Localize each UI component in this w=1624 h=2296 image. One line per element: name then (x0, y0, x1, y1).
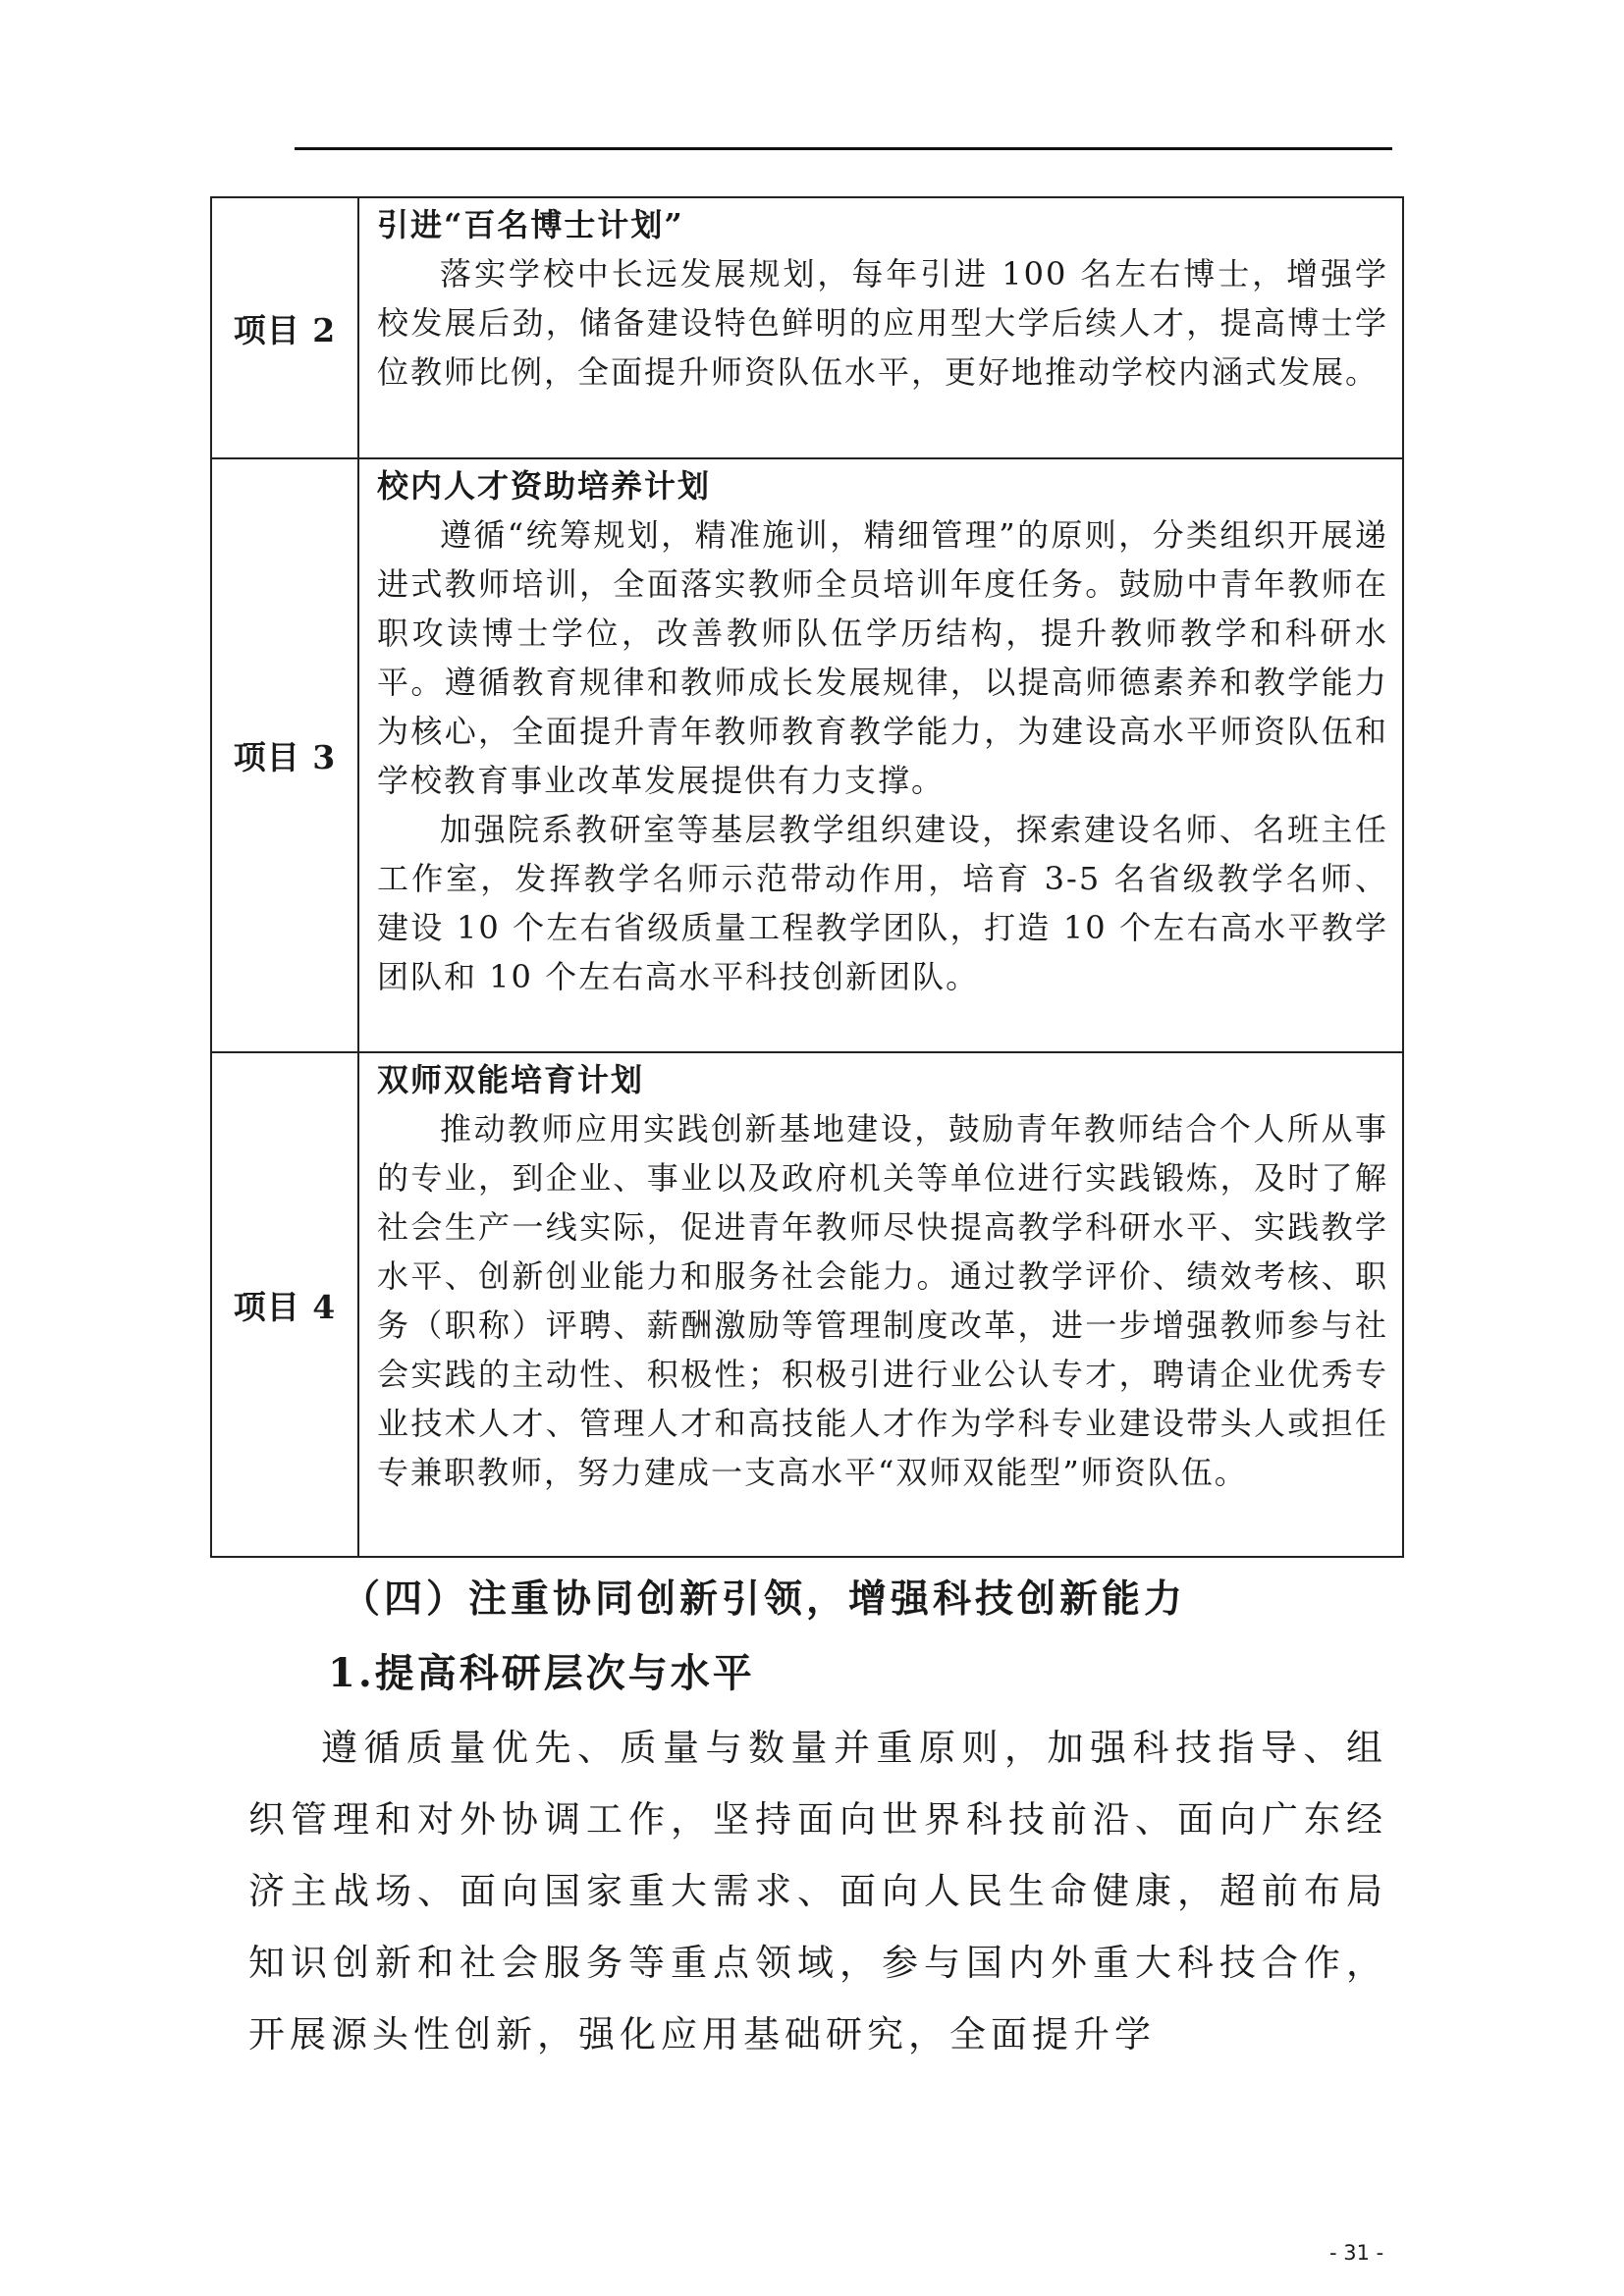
project-paragraph: 加强院系教研室等基层教学组织建设，探索建设名师、名班主任工作室，发挥教学名师示范带动作用，培育 3-5 名省级教学名师、建设 10 个左右省级质量工程教学团队，打造 10 个左右高水平教学团队和 10 个左右高水平科技创新团队。 (377, 811, 1388, 995)
sub-heading: 1.提高科研层次与水平 (328, 1650, 755, 1696)
table-row (211, 1052, 1403, 1557)
project-content (358, 1052, 1403, 1557)
page-number: - 31 - (1329, 2241, 1384, 2265)
body-paragraph: 遵循质量优先、质量与数量并重原则，加强科技指导、组织管理和对外协调工作，坚持面向世界科技前沿、面向广东经济主战场、面向国家重大需求、面向人民生命健康，超前布局知识创新和社会服务等重点领域，参与国内外重大科技合作，开展源头性创新，强化应用基础研究，全面提升学 (248, 1727, 1387, 2056)
project-content (358, 197, 1403, 458)
project-paragraph: 落实学校中长远发展规划，每年引进 100 名左右博士，增强学校发展后劲，储备建设特色鲜明的应用型大学后续人才，提高博士学位教师比例，全面提升师资队伍水平，更好地推动学校内涵式发展。 (377, 255, 1388, 391)
project-title: 校内人才资助培养计划 (377, 467, 712, 505)
project-title: 双师双能培育计划 (377, 1061, 645, 1098)
project-label: 项目 2 (211, 197, 358, 458)
project-paragraph: 推动教师应用实践创新基地建设，鼓励青年教师结合个人所从事的专业，到企业、事业以及政府机关等单位进行实践锻炼，及时了解社会生产一线实际，促进青年教师尽快提高教学科研水平、实践教学水平、创新创业能力和服务社会能力。通过教学评价、绩效考核、职务（职称）评聘、薪酬激励等管理制度改革，进一步增强教师参与社会实践的主动性、积极性；积极引进行业公认专才，聘请企业优秀专业技术人才、管理人才和高技能人才作为学科专业建设带头人或担任专兼职教师，努力建成一支高水平“双师双能型”师资队伍。 (377, 1110, 1388, 1491)
project-content (358, 458, 1403, 1052)
project-label: 项目 3 (211, 458, 358, 1052)
table-row (211, 197, 1403, 458)
project-paragraph: 遵循“统筹规划，精准施训，精细管理”的原则，分类组织开展递进式教师培训，全面落实教师全员培训年度任务。鼓励中青年教师在职攻读博士学位，改善教师队伍学历结构，提升教师教学和科研水平。遵循教育规律和教师成长发展规律，以提高师德素养和教学能力为核心，全面提升青年教师教育教学能力，为建设高水平师资队伍和学校教育事业改革发展提供有力支撑。 (377, 516, 1388, 799)
project-title: 引进“百名博士计划” (377, 206, 684, 243)
header-rule (295, 147, 1392, 150)
project-label: 项目 4 (211, 1052, 358, 1557)
section-heading: （四）注重协同创新引领，增强科技创新能力 (342, 1576, 1187, 1622)
table-row (211, 458, 1403, 1052)
project-table (210, 196, 1404, 1558)
